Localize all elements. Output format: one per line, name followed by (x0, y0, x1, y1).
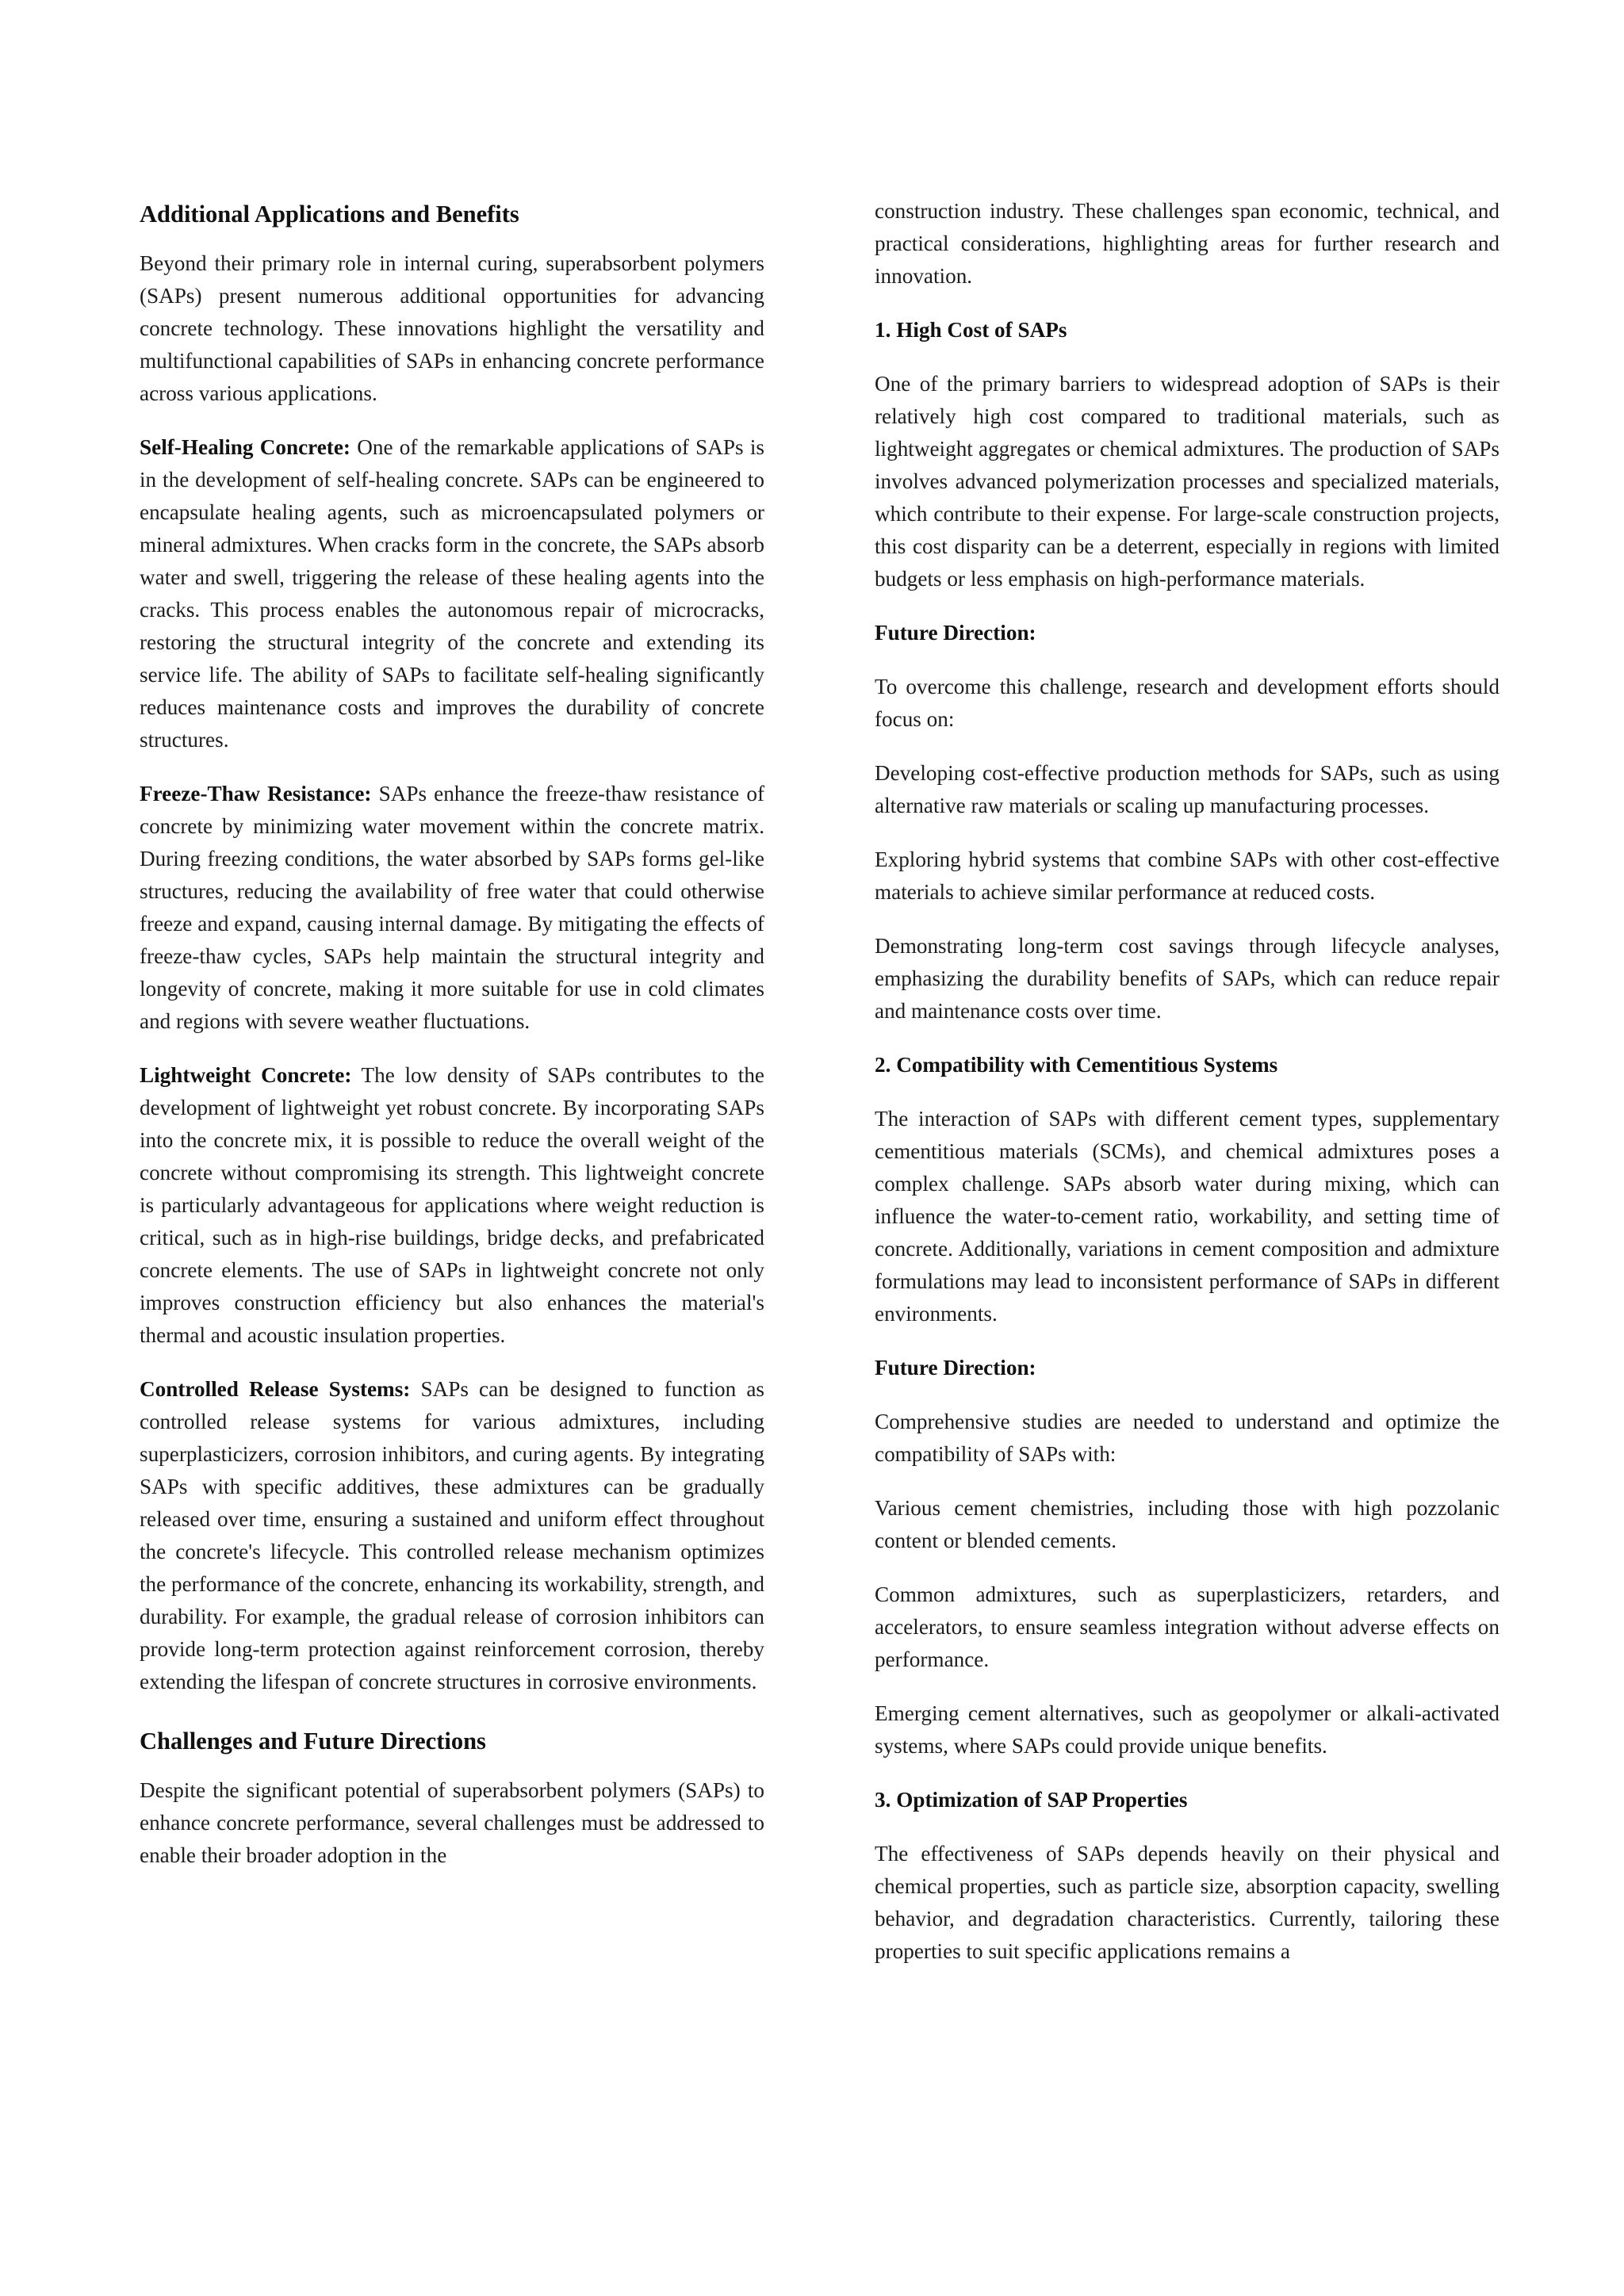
compat-future-direction-item: Emerging cement alternatives, such as geopolymer or alkali-activated systems, where SAPs could provide unique benefits. (875, 1701, 1500, 1758)
controlled-release-text: SAPs can be designed to function as controlled release systems for various admixtures, including superplasticizers, corrosion inhibitors, and curing agents. By integrating SAPs with specific additives, these admixtures can be gradually released over time, ensuring a sustained and uniform effect throughout the concrete's lifecycle. This controlled release mechanism optimizes the performance of the concrete, enhancing its workability, strength, and durability. For example, the gradual release of corrosion inhibitors can provide long-term protection against reinforcement corrosion, thereby extending the lifespan of concrete structures in corrosive environments. (140, 1377, 764, 1693)
controlled-release-paragraph (140, 1373, 764, 1698)
compatibility-paragraph: The interaction of SAPs with different cement types, supplementary cementitious materials (SCMs), and chemical admixtures poses a complex challenge. SAPs absorb water during mixing, which can influence the water-to-cement ratio, workability, and setting time of concrete. Additionally, variations in cement composition and admixture formulations may lead to inconsistent performance of SAPs in different environments. (875, 1107, 1500, 1326)
cost-future-direction-intro: To overcome this challenge, research and development efforts should focus on: (875, 675, 1500, 731)
optimization-paragraph: The effectiveness of SAPs depends heavily on their physical and chemical properties, such as particle size, absorption capacity, swelling behavior, and degradation characteristics. Currently, tailoring these properties to suit specific applications remains a (875, 1842, 1500, 1963)
freeze-thaw-lead: Freeze-Thaw Resistance: (140, 782, 372, 806)
challenges-intro-paragraph: Despite the significant potential of superabsorbent polymers (SAPs) to enhance concrete performance, several challenges must be addressed to enable their broader adoption in the (140, 1778, 764, 1867)
cost-future-direction-item: Demonstrating long-term cost savings through lifecycle analyses, emphasizing the durability benefits of SAPs, which can reduce repair and maintenance costs over time. (875, 934, 1500, 1023)
future-direction-heading-1: Future Direction: (875, 621, 1036, 645)
left-column (140, 197, 764, 1893)
controlled-release-lead: Controlled Release Systems: (140, 1377, 411, 1401)
heading-high-cost: 1. High Cost of SAPs (875, 318, 1067, 342)
applications-intro-paragraph: Beyond their primary role in internal curing, superabsorbent polymers (SAPs) present numerous additional opportunities for advancing concrete technology. These innovations highlight the versatility and multifunctional capabilities of SAPs in enhancing concrete performance across various applications. (140, 251, 764, 405)
right-column (875, 197, 1500, 1989)
heading-optimization: 3. Optimization of SAP Properties (875, 1788, 1188, 1812)
high-cost-paragraph: One of the primary barriers to widespread adoption of SAPs is their relatively high cost compared to traditional materials, such as lightweight aggregates or chemical admixtures. The production of SAPs involves advanced polymerization processes and specialized materials, which contribute to their expense. For large-scale construction projects, this cost disparity can be a deterrent, especially in regions with limited budgets or less emphasis on high-performance materials. (875, 372, 1500, 591)
section-heading-challenges: Challenges and Future Directions (140, 1728, 486, 1755)
self-healing-paragraph (140, 431, 764, 756)
self-healing-text: One of the remarkable applications of SAPs is in the development of self-healing concrete. SAPs can be engineered to encapsulate healing agents, such as microencapsulated polymers or mineral admixtures. When cracks form in the concrete, the SAPs absorb water and swell, triggering the release of these healing agents into the cracks. This process enables the autonomous repair of microcracks, restoring the structural integrity of the concrete and extending its service life. The ability of SAPs to facilitate self-healing significantly reduces maintenance costs and improves the durability of concrete structures. (140, 435, 764, 752)
continuation-paragraph: construction industry. These challenges span economic, technical, and practical considerations, highlighting areas for further research and innovation. (875, 199, 1500, 288)
future-direction-heading-2: Future Direction: (875, 1356, 1036, 1380)
compat-future-direction-item: Various cement chemistries, including those with high pozzolanic content or blended cements. (875, 1496, 1500, 1552)
lightweight-paragraph (140, 1059, 764, 1352)
lightweight-text: The low density of SAPs contributes to the development of lightweight yet robust concrete. By incorporating SAPs into the concrete mix, it is possible to reduce the overall weight of the concrete without compromising its strength. This lightweight concrete is particularly advantageous for applications where weight reduction is critical, such as in high-rise buildings, bridge decks, and prefabricated concrete elements. The use of SAPs in lightweight concrete not only improves construction efficiency but also enhances the material's thermal and acoustic insulation properties. (140, 1063, 764, 1347)
lightweight-lead: Lightweight Concrete: (140, 1063, 352, 1087)
section-heading-applications: Additional Applications and Benefits (140, 201, 519, 228)
compat-future-direction-item: Common admixtures, such as superplasticizers, retarders, and accelerators, to ensure seamless integration without adverse effects on performance. (875, 1582, 1500, 1671)
freeze-thaw-paragraph (140, 778, 764, 1038)
cost-future-direction-item: Developing cost-effective production methods for SAPs, such as using alternative raw materials or scaling up manufacturing processes. (875, 761, 1500, 817)
self-healing-lead: Self-Healing Concrete: (140, 435, 350, 459)
compat-future-direction-intro: Comprehensive studies are needed to understand and optimize the compatibility of SAPs with: (875, 1410, 1500, 1466)
cost-future-direction-item: Exploring hybrid systems that combine SAPs with other cost-effective materials to achieve similar performance at reduced costs. (875, 848, 1500, 904)
freeze-thaw-text: SAPs enhance the freeze-thaw resistance of concrete by minimizing water movement within the concrete matrix. During freezing conditions, the water absorbed by SAPs forms gel-like structures, reducing the availability of free water that could otherwise freeze and expand, causing internal damage. By mitigating the effects of freeze-thaw cycles, SAPs help maintain the structural integrity and longevity of concrete, making it more suitable for use in cold climates and regions with severe weather fluctuations. (140, 782, 765, 1033)
heading-compatibility: 2. Compatibility with Cementitious Systems (875, 1053, 1278, 1077)
